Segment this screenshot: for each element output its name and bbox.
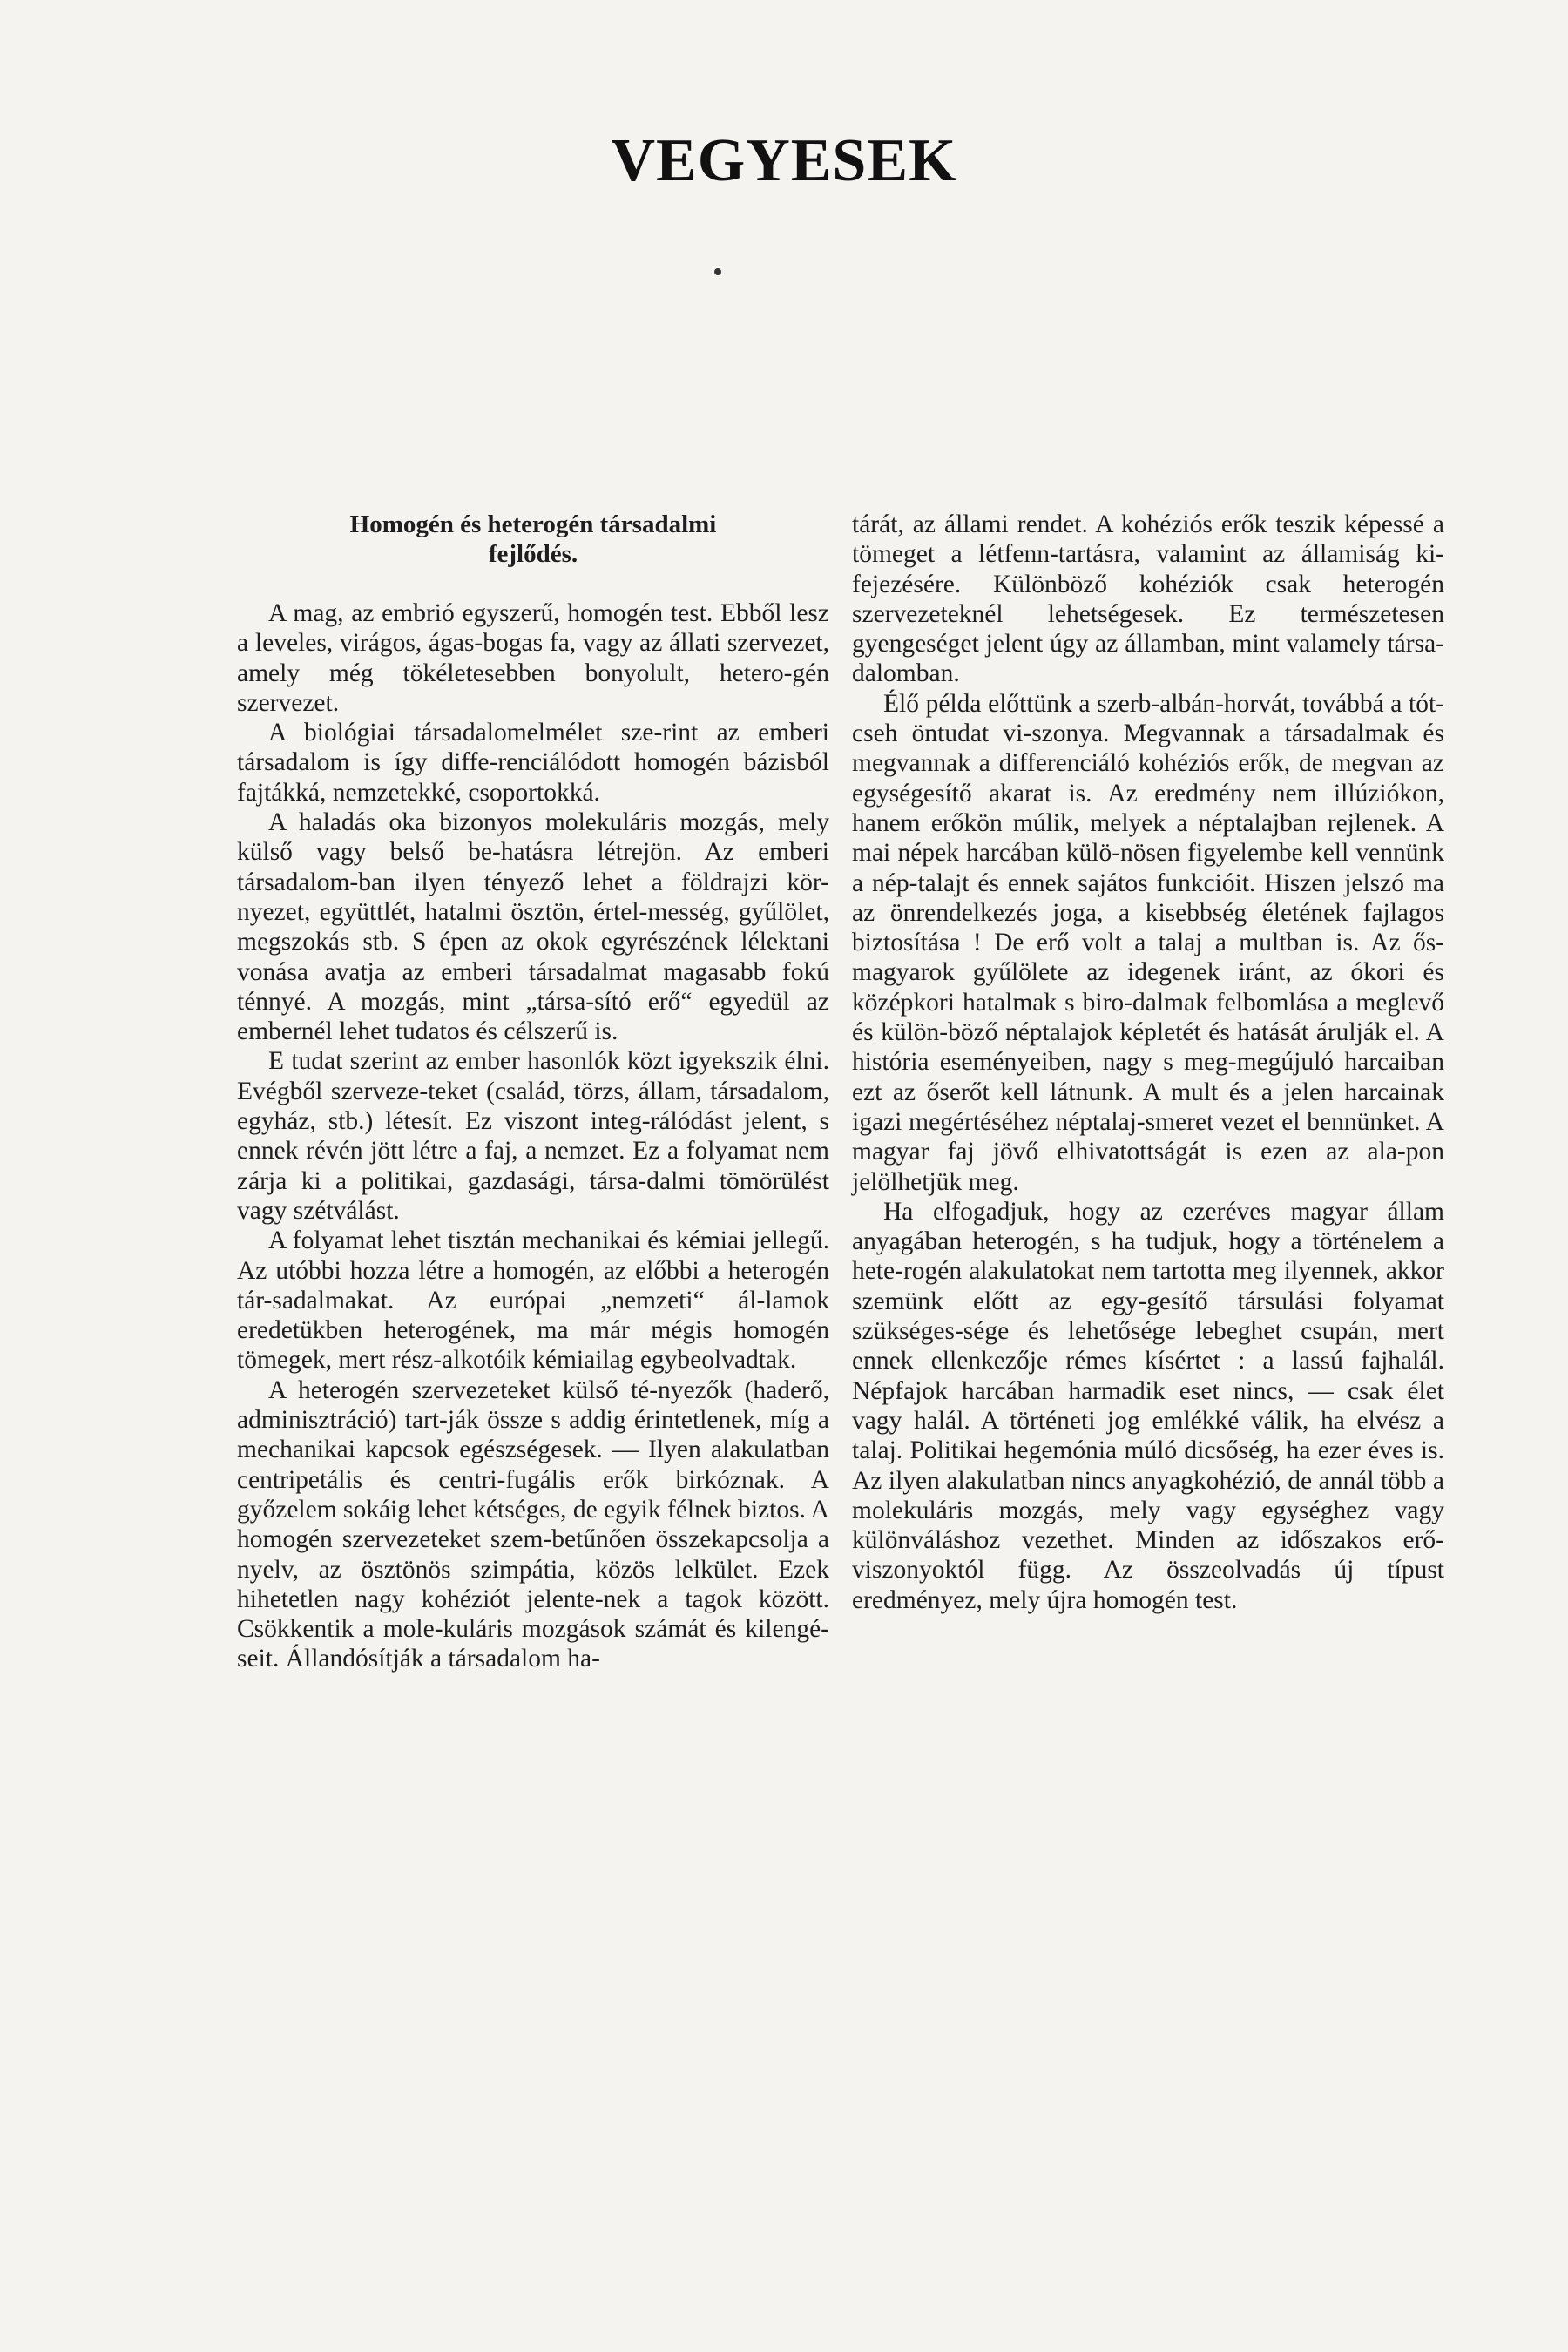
paragraph: E tudat szerint az ember hasonlók közt igyekszik élni. Evégből szerveze-teket (család, törzs, állam, társadalom, egyház, stb.) létesít. Ez viszont integ-rálódást jelent, s ennek révén jött létre a faj, a nemzet. Ez a folyamat nem zárja ki a politikai, gazdasági, társa-dalmi tömörülést vagy szétválást. — [237, 1047, 829, 1225]
paragraph: Ha elfogadjuk, hogy az ezeréves magyar állam anyagában heterogén, s ha tudjuk, hogy a történelem a hete-rogén alakulatokat nem tartotta meg ilyennek, akkor szemünk előtt az egy-gesítő társulási folyamat szükséges-sége és lehetősége lebeghet csupán, mert ennek ellenkezője rémes kísértet : a lassú fajhalál. Népfajok harcában harmadik eset nincs, — csak élet vagy halál. A történeti jog emlékké válik, ha elvész a talaj. Politikai hegemónia múló dicsőség, ha ezer éves is. Az ilyen alakulatban nincs anyagkohézió, de annál több a molekuláris mozgás, mely vagy egységhez vagy különváláshoz vezethet. Minden az időszakos erő-viszonyoktól függ. Az összeolvadás új típust eredményez, mely újra homogén test. — [852, 1197, 1444, 1614]
paragraph: Élő példa előttünk a szerb-albán-horvát, továbbá a tót-cseh öntudat vi-szonya. Megvannak a társadalmak és megvannak a differenciáló kohéziós erők, de megvan az egységesítő akarat is. Az eredmény nem illúziókon, hanem erőkön múlik, melyek a néptalajban rejlenek. A mai népek harcában külö-nösen figyelembe kell vennünk a nép-talajt és ennek sajátos funkcióit. Hiszen jelszó ma az önrendelkezés joga, a kisebbség életének fajlagos biztosítása ! De erő volt a talaj a multban is. Az ős-magyarok gyűlölete az idegenek iránt, az ókori és középkori hatalmak s biro-dalmak felbomlása a meglevő és külön-böző néptalajok képletét és hatását árulják el. A história eseményeiben, nagy s meg-megújuló harcaiban ezt az őserőt kell látnunk. A mult és a jelen harcainak igazi megértéséhez néptalaj-smeret vezet el bennünket. A magyar faj jövő elhivatottságát is ezen az ala-pon jelölhetjük meg. — [852, 689, 1444, 1196]
article-heading-line: fejlődés. — [488, 540, 578, 568]
article-heading-line: Homogén és heterogén társadalmi — [349, 510, 717, 538]
article-column-left — [237, 510, 829, 1674]
ornament-dot — [714, 268, 721, 275]
paragraph: A heterogén szervezeteket külső té-nyezők (haderő, adminisztráció) tart-ják össze s addig érintetlenek, míg a mechanikai kapcsok egészségesek. — Ilyen alakulatban centripetális és centri-fugális erők birkóznak. A győzelem sokáig lehet kétséges, de egyik félnek biztos. A homogén szervezeteket szem-betűnően összekapcsolja a nyelv, az ösztönös szimpátia, közös lelkület. Ezek hihetetlen nagy kohéziót jelente-nek a tagok között. Csökkentik a mole-kuláris mozgások számát és kilengé-seit. Állandósítják a társadalom ha- — [237, 1375, 829, 1673]
paragraph: A biológiai társadalomelmélet sze-rint az emberi társadalom is így diffe-renciálódott homogén bázisból fajtákká, nemzetekké, csoportokká. — [237, 719, 829, 807]
article-column-right — [852, 510, 1444, 1615]
paragraph: A folyamat lehet tisztán mechanikai és kémiai jellegű. Az utóbbi hozza létre a homogén, az előbbi a heterogén tár-sadalmakat. Az európai „nemzeti“ ál-lamok eredetükben heterogének, ma már mégis homogén tömegek, mert rész-alkotóik kémiailag egybeolvadtak. — [237, 1227, 829, 1375]
paragraph: tárát, az állami rendet. A kohéziós erők teszik képessé a tömeget a létfenn-tartásra, valamint az államiság ki-fejezésére. Különböző kohéziók csak heterogén szervezeteknél lehetségesek. Ez természetesen gyengeséget jelent úgy az államban, mint valamely társa-dalomban. — [852, 510, 1444, 688]
paragraph: A mag, az embrió egyszerű, homogén test. Ebből lesz a leveles, virágos, ágas-bogas fa, vagy az állati szervezet, amely még tökéletesebben bonyolult, hetero-gén szervezet. — [237, 599, 829, 717]
paragraph: A haladás oka bizonyos molekuláris mozgás, mely külső vagy belső be-hatásra létrejön. Az emberi társadalom-ban ilyen tényező lehet a földrajzi kör-nyezet, együttlét, hatalmi ösztön, értel-messég, gyűlölet, megszokás stb. S épen az okok egyrészének lélektani vonása avatja az emberi társadalmat magasabb fokú ténnyé. A mozgás, mint „társa-sító erő“ egyedül az embernél lehet tudatos és célszerű is. — [237, 808, 829, 1046]
article-heading — [237, 510, 829, 569]
page-title: VEGYESEK — [611, 127, 957, 194]
